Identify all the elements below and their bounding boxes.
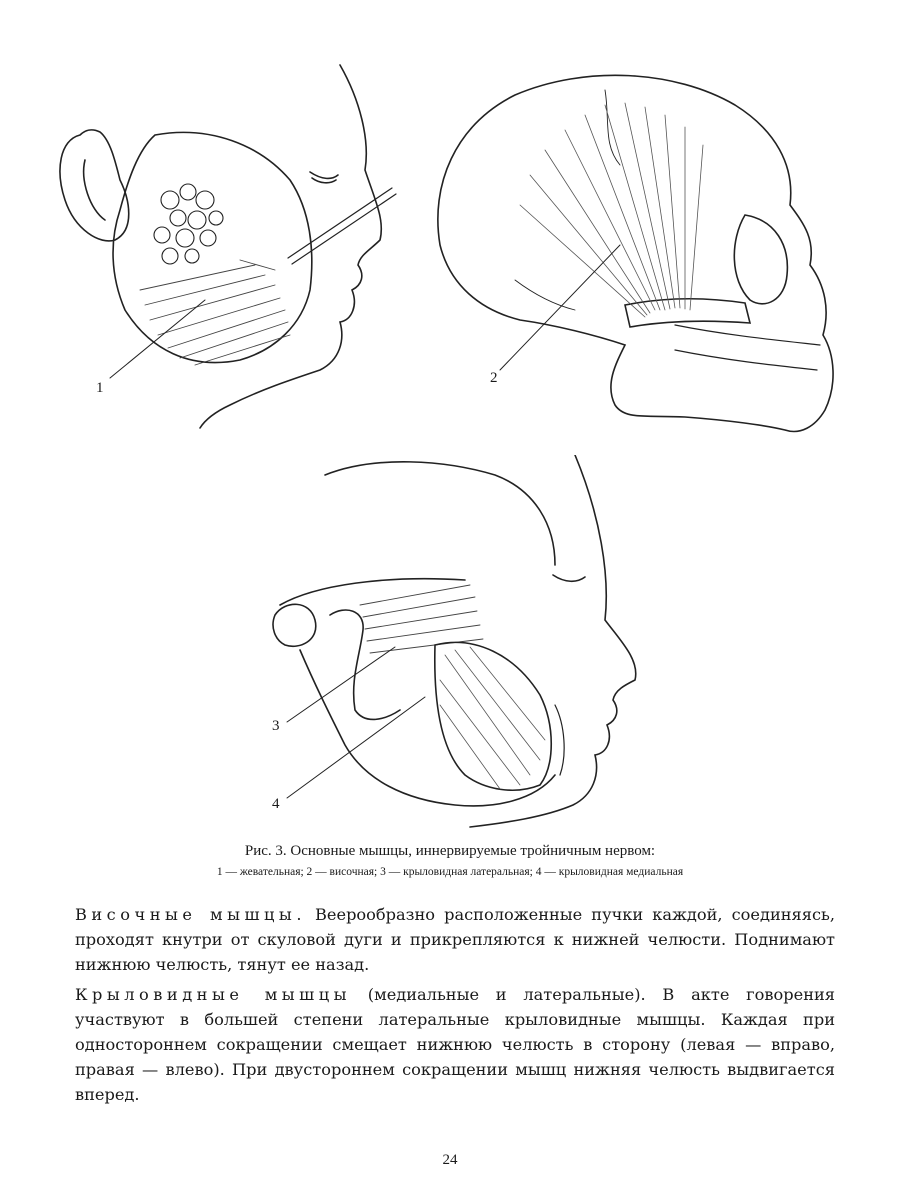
callout-2: 2 [490, 370, 498, 386]
body-text [75, 902, 835, 1112]
illustration-masseter [40, 60, 420, 430]
paragraph-lead: Височные мышцы. [75, 905, 306, 924]
figure-caption-legend: 1 — жевательная; 2 — височная; 3 — крыловидная латеральная; 4 — крыловидная медиальная [216, 866, 684, 878]
page-number: 24 [442, 1152, 458, 1168]
paragraph-text: Веерообразно расположенные пучки каждой, соединяясь, проходят кнутри от скуловой дуги и прикрепляются к нижней челюсти. Поднимают нижнюю челюсть, тянут ее назад. [75, 905, 836, 974]
callout-1: 1 [96, 380, 104, 396]
paragraph [75, 902, 835, 977]
paragraph-lead: Крыловидные мышцы [75, 985, 352, 1004]
callout-3: 3 [272, 718, 280, 734]
illustration-pterygoid [255, 455, 675, 830]
illustration-temporalis [425, 65, 865, 450]
figure-caption-title: Рис. 3. Основные мышцы, иннервируемые тройничным нервом: [244, 843, 656, 859]
callout-4: 4 [272, 796, 280, 812]
paragraph-text: (медиальные и латеральные). В акте говорения участвуют в большей степени латеральные крыловидные мышцы. Каждая при одностороннем сокращении смещает нижнюю челюсть в сторону (левая — вправо, правая — влево). При двустороннем сокращении мышц нижняя челюсть выдвигается вперед. [75, 985, 835, 1104]
paragraph [75, 982, 835, 1107]
